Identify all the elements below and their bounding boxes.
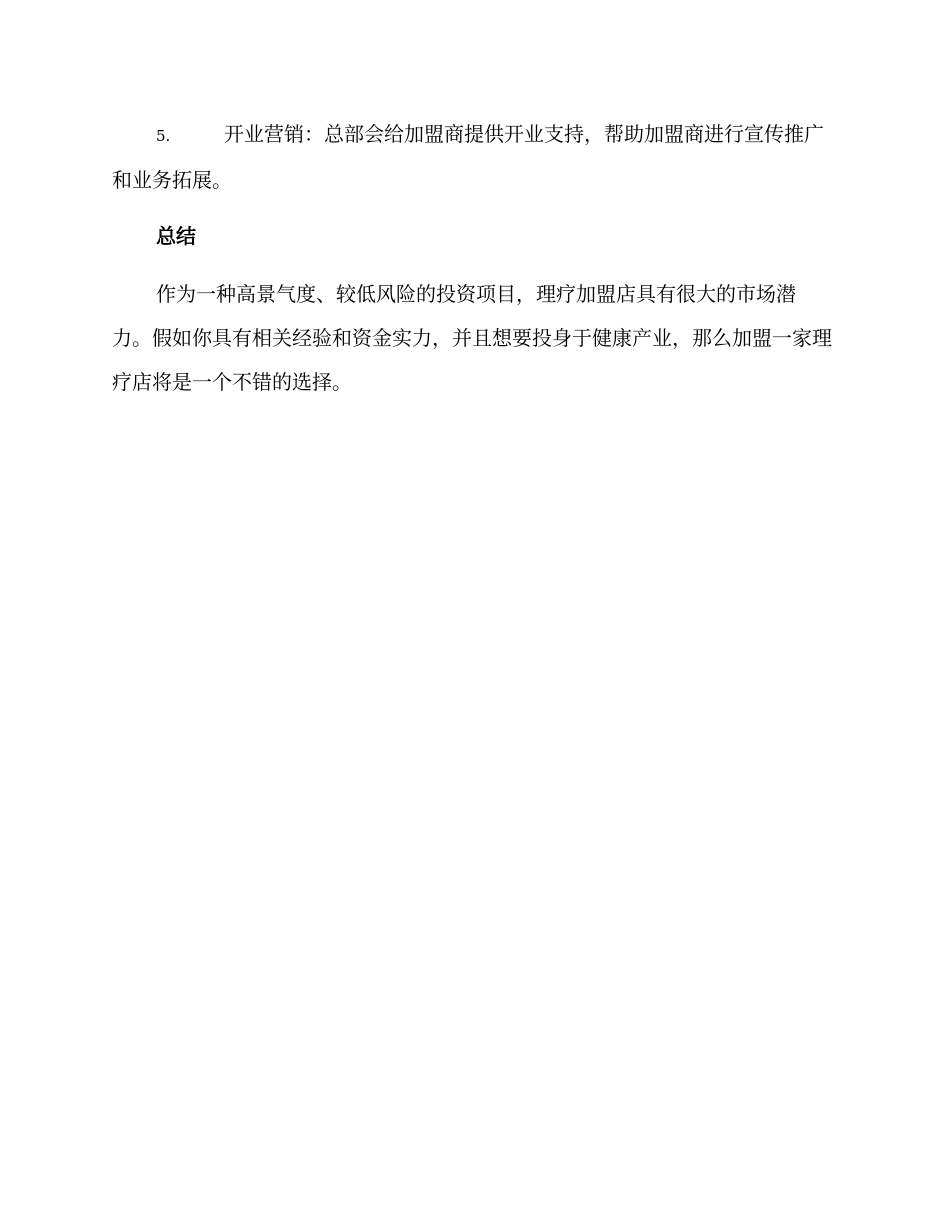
list-item-5	[112, 112, 832, 202]
section-heading-summary: 总结	[156, 224, 196, 248]
document-body	[112, 112, 832, 404]
summary-paragraph: 作为一种高景气度、较低风险的投资项目，理疗加盟店具有很大的市场潜力。假如你具有相关经验和资金实力，并且想要投身于健康产业，那么加盟一家理疗店将是一个不错的选择。	[112, 282, 832, 394]
list-item-text: 开业营销：总部会给加盟商提供开业支持，帮助加盟商进行宣传推广和业务拓展。	[112, 122, 824, 192]
list-item-number: 5.	[156, 127, 171, 145]
